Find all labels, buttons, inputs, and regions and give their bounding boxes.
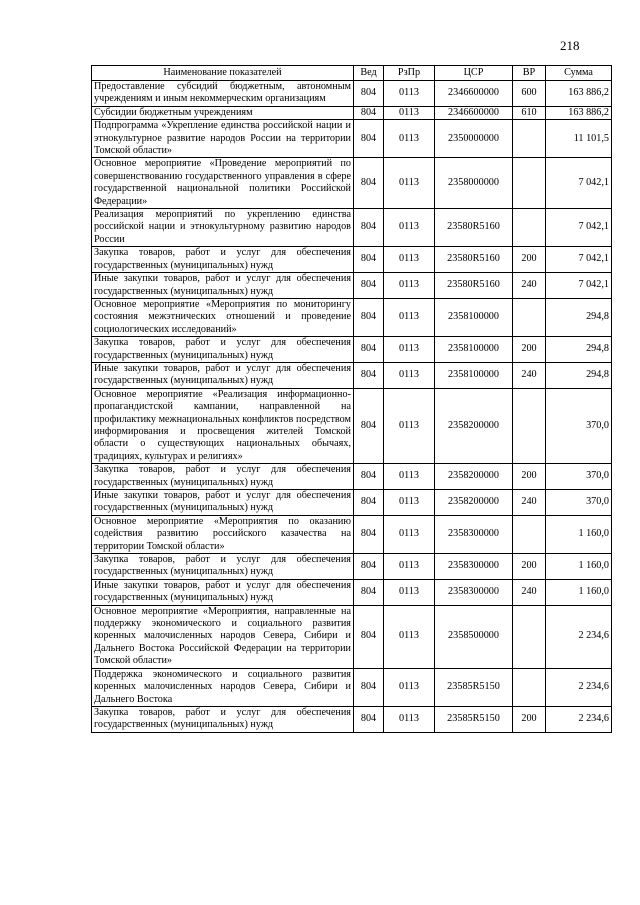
cell-vr bbox=[513, 209, 546, 247]
cell-csr: 2358200000 bbox=[435, 490, 513, 516]
cell-name: Поддержка экономического и социального развития коренных малочисленных народов Севера, Сибири и Дальнего Востока bbox=[92, 668, 354, 706]
cell-rzpr: 0113 bbox=[384, 579, 435, 605]
cell-name: Основное мероприятие «Мероприятия, направленные на поддержку экономического и социального развития коренных малочисленных народов Севера, Сибири и Дальнего Востока Российской Федерации на территории Томской области» bbox=[92, 605, 354, 668]
cell-ved: 804 bbox=[354, 605, 384, 668]
cell-csr: 23580R5160 bbox=[435, 209, 513, 247]
cell-csr: 2358100000 bbox=[435, 298, 513, 336]
cell-csr: 2358500000 bbox=[435, 605, 513, 668]
cell-sum: 370,0 bbox=[546, 464, 612, 490]
table-body bbox=[92, 81, 612, 733]
cell-name: Закупка товаров, работ и услуг для обеспечения государственных (муниципальных) нужд bbox=[92, 247, 354, 273]
table-header-row bbox=[92, 66, 612, 81]
table-row bbox=[92, 605, 612, 668]
table-row bbox=[92, 81, 612, 107]
cell-ved: 804 bbox=[354, 490, 384, 516]
cell-sum: 7 042,1 bbox=[546, 209, 612, 247]
cell-vr bbox=[513, 298, 546, 336]
cell-ved: 804 bbox=[354, 81, 384, 107]
cell-sum: 2 234,6 bbox=[546, 668, 612, 706]
cell-csr: 23585R5150 bbox=[435, 668, 513, 706]
cell-sum: 7 042,1 bbox=[546, 247, 612, 273]
cell-sum: 1 160,0 bbox=[546, 554, 612, 580]
cell-vr: 200 bbox=[513, 706, 546, 732]
cell-rzpr: 0113 bbox=[384, 490, 435, 516]
table-row bbox=[92, 120, 612, 158]
table-row bbox=[92, 106, 612, 119]
cell-csr: 23580R5160 bbox=[435, 273, 513, 299]
cell-ved: 804 bbox=[354, 120, 384, 158]
cell-sum: 294,8 bbox=[546, 298, 612, 336]
table-row bbox=[92, 464, 612, 490]
cell-ved: 804 bbox=[354, 106, 384, 119]
cell-csr: 23585R5150 bbox=[435, 706, 513, 732]
budget-table bbox=[91, 65, 612, 733]
cell-csr: 2358300000 bbox=[435, 554, 513, 580]
cell-name: Основное мероприятие «Мероприятия по мониторингу состояния межэтнических отношений и проведение социологических исследований» bbox=[92, 298, 354, 336]
cell-sum: 163 886,2 bbox=[546, 81, 612, 107]
cell-vr: 240 bbox=[513, 362, 546, 388]
cell-rzpr: 0113 bbox=[384, 273, 435, 299]
cell-ved: 804 bbox=[354, 388, 384, 463]
cell-name: Закупка товаров, работ и услуг для обеспечения государственных (муниципальных) нужд bbox=[92, 337, 354, 363]
cell-vr: 200 bbox=[513, 337, 546, 363]
table-row bbox=[92, 273, 612, 299]
cell-vr: 200 bbox=[513, 247, 546, 273]
cell-vr: 240 bbox=[513, 579, 546, 605]
cell-sum: 370,0 bbox=[546, 490, 612, 516]
cell-rzpr: 0113 bbox=[384, 554, 435, 580]
table-row bbox=[92, 337, 612, 363]
table-row bbox=[92, 668, 612, 706]
header-sum: Сумма bbox=[546, 66, 612, 81]
cell-ved: 804 bbox=[354, 706, 384, 732]
table-row bbox=[92, 490, 612, 516]
cell-vr bbox=[513, 668, 546, 706]
cell-sum: 370,0 bbox=[546, 388, 612, 463]
cell-sum: 7 042,1 bbox=[546, 273, 612, 299]
cell-ved: 804 bbox=[354, 298, 384, 336]
cell-sum: 163 886,2 bbox=[546, 106, 612, 119]
header-csr: ЦСР bbox=[435, 66, 513, 81]
cell-vr bbox=[513, 158, 546, 209]
table-row bbox=[92, 706, 612, 732]
cell-csr: 2358100000 bbox=[435, 337, 513, 363]
cell-rzpr: 0113 bbox=[384, 337, 435, 363]
cell-csr: 2350000000 bbox=[435, 120, 513, 158]
header-ved: Вед bbox=[354, 66, 384, 81]
cell-sum: 7 042,1 bbox=[546, 158, 612, 209]
table-row bbox=[92, 158, 612, 209]
cell-ved: 804 bbox=[354, 579, 384, 605]
cell-csr: 2346600000 bbox=[435, 81, 513, 107]
header-name: Наименование показателей bbox=[92, 66, 354, 81]
cell-rzpr: 0113 bbox=[384, 158, 435, 209]
cell-csr: 2358200000 bbox=[435, 464, 513, 490]
header-rzpr: РзПр bbox=[384, 66, 435, 81]
cell-vr: 200 bbox=[513, 464, 546, 490]
cell-ved: 804 bbox=[354, 158, 384, 209]
table-row bbox=[92, 209, 612, 247]
cell-ved: 804 bbox=[354, 362, 384, 388]
table-row bbox=[92, 298, 612, 336]
cell-name: Субсидии бюджетным учреждениям bbox=[92, 106, 354, 119]
cell-name: Закупка товаров, работ и услуг для обеспечения государственных (муниципальных) нужд bbox=[92, 464, 354, 490]
cell-vr: 600 bbox=[513, 81, 546, 107]
cell-csr: 2358000000 bbox=[435, 158, 513, 209]
table-row bbox=[92, 388, 612, 463]
table-row bbox=[92, 515, 612, 553]
cell-name: Закупка товаров, работ и услуг для обеспечения государственных (муниципальных) нужд bbox=[92, 554, 354, 580]
cell-name: Иные закупки товаров, работ и услуг для обеспечения государственных (муниципальных) нужд bbox=[92, 273, 354, 299]
cell-rzpr: 0113 bbox=[384, 464, 435, 490]
cell-ved: 804 bbox=[354, 668, 384, 706]
cell-ved: 804 bbox=[354, 515, 384, 553]
cell-name: Основное мероприятие «Проведение мероприятий по совершенствованию государственного управления в сфере государственной национальной политики Российской Федерации» bbox=[92, 158, 354, 209]
cell-csr: 2358300000 bbox=[435, 515, 513, 553]
cell-name: Иные закупки товаров, работ и услуг для обеспечения государственных (муниципальных) нужд bbox=[92, 490, 354, 516]
cell-vr bbox=[513, 120, 546, 158]
cell-name: Закупка товаров, работ и услуг для обеспечения государственных (муниципальных) нужд bbox=[92, 706, 354, 732]
cell-rzpr: 0113 bbox=[384, 605, 435, 668]
cell-ved: 804 bbox=[354, 209, 384, 247]
cell-vr: 200 bbox=[513, 554, 546, 580]
cell-ved: 804 bbox=[354, 464, 384, 490]
cell-rzpr: 0113 bbox=[384, 247, 435, 273]
cell-csr: 2358300000 bbox=[435, 579, 513, 605]
cell-sum: 1 160,0 bbox=[546, 515, 612, 553]
cell-vr bbox=[513, 388, 546, 463]
cell-csr: 2358200000 bbox=[435, 388, 513, 463]
cell-vr bbox=[513, 515, 546, 553]
cell-vr: 610 bbox=[513, 106, 546, 119]
cell-sum: 294,8 bbox=[546, 337, 612, 363]
page-number: 218 bbox=[560, 38, 580, 53]
cell-ved: 804 bbox=[354, 554, 384, 580]
cell-sum: 1 160,0 bbox=[546, 579, 612, 605]
table-row bbox=[92, 554, 612, 580]
cell-name: Основное мероприятие «Реализация информационно-пропагандистской кампании, направленной на профилактику межнациональных конфликтов посредством информирования и просвещения жителей Томской области о существующих национальных обычаях, традициях, культурах и религиях» bbox=[92, 388, 354, 463]
cell-vr bbox=[513, 605, 546, 668]
table-row bbox=[92, 247, 612, 273]
cell-name: Подпрограмма «Укрепление единства российской нации и этнокультурное развитие народов России на территории Томской области» bbox=[92, 120, 354, 158]
cell-rzpr: 0113 bbox=[384, 515, 435, 553]
cell-ved: 804 bbox=[354, 337, 384, 363]
cell-rzpr: 0113 bbox=[384, 209, 435, 247]
cell-sum: 11 101,5 bbox=[546, 120, 612, 158]
table-row bbox=[92, 579, 612, 605]
cell-name: Предоставление субсидий бюджетным, автономным учреждениям и иным некоммерческим организациям bbox=[92, 81, 354, 107]
cell-rzpr: 0113 bbox=[384, 362, 435, 388]
cell-ved: 804 bbox=[354, 247, 384, 273]
cell-rzpr: 0113 bbox=[384, 706, 435, 732]
cell-csr: 2346600000 bbox=[435, 106, 513, 119]
cell-vr: 240 bbox=[513, 273, 546, 299]
header-vr: ВР bbox=[513, 66, 546, 81]
cell-vr: 240 bbox=[513, 490, 546, 516]
cell-rzpr: 0113 bbox=[384, 81, 435, 107]
cell-ved: 804 bbox=[354, 273, 384, 299]
cell-csr: 23580R5160 bbox=[435, 247, 513, 273]
cell-rzpr: 0113 bbox=[384, 106, 435, 119]
cell-csr: 2358100000 bbox=[435, 362, 513, 388]
cell-rzpr: 0113 bbox=[384, 120, 435, 158]
table-row bbox=[92, 362, 612, 388]
cell-sum: 2 234,6 bbox=[546, 706, 612, 732]
cell-rzpr: 0113 bbox=[384, 388, 435, 463]
cell-name: Иные закупки товаров, работ и услуг для обеспечения государственных (муниципальных) нужд bbox=[92, 362, 354, 388]
cell-name: Иные закупки товаров, работ и услуг для обеспечения государственных (муниципальных) нужд bbox=[92, 579, 354, 605]
cell-rzpr: 0113 bbox=[384, 298, 435, 336]
cell-rzpr: 0113 bbox=[384, 668, 435, 706]
cell-sum: 294,8 bbox=[546, 362, 612, 388]
cell-name: Реализация мероприятий по укреплению единства российской нации и этнокультурному развитию народов России bbox=[92, 209, 354, 247]
cell-name: Основное мероприятие «Мероприятия по оказанию содействия развитию российского казачества на территории Томской области» bbox=[92, 515, 354, 553]
cell-sum: 2 234,6 bbox=[546, 605, 612, 668]
